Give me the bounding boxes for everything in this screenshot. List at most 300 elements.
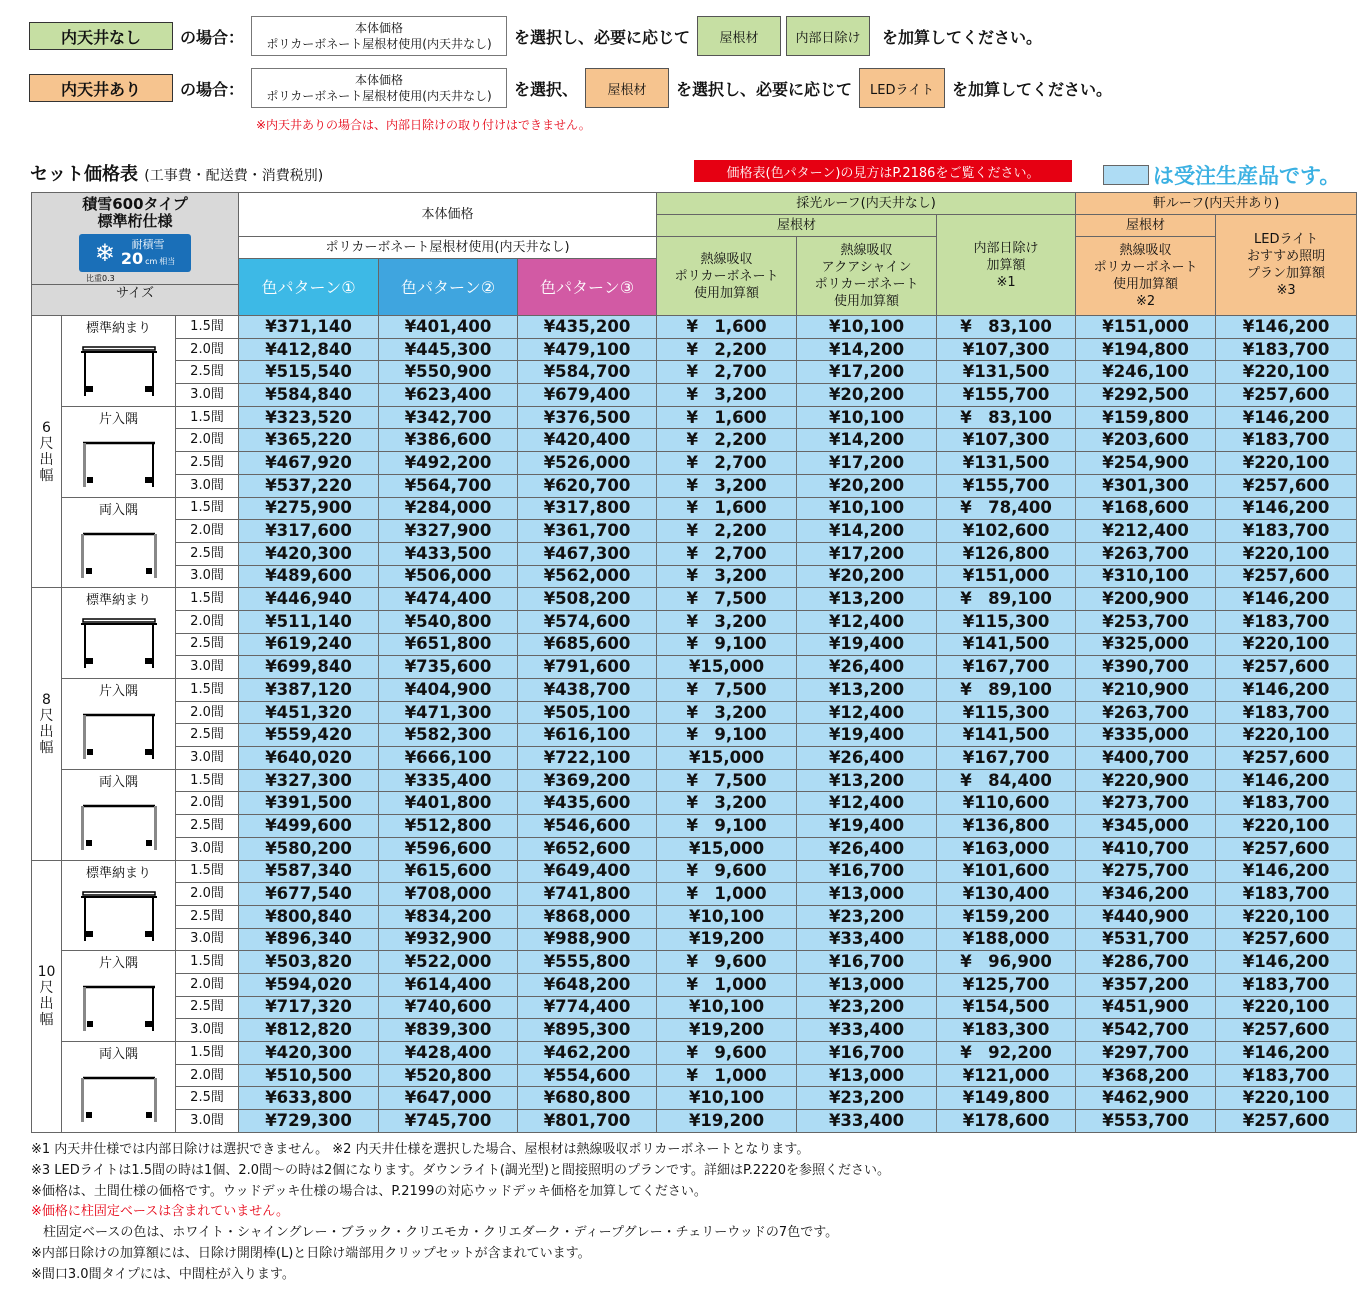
table-row bbox=[32, 769, 1357, 792]
price-cell: ¥ 9,100 bbox=[657, 633, 797, 656]
price-cell: ¥839,300 bbox=[379, 1019, 518, 1042]
price-cell: ¥12,400 bbox=[797, 701, 937, 724]
price-cell: ¥146,200 bbox=[1216, 769, 1357, 792]
price-cell: ¥253,700 bbox=[1076, 610, 1216, 633]
price-cell: ¥23,200 bbox=[797, 905, 937, 928]
price-cell: ¥717,320 bbox=[239, 996, 379, 1019]
price-cell: ¥107,300 bbox=[937, 338, 1076, 361]
snowflake-icon: ❄ bbox=[94, 238, 115, 267]
price-cell: ¥146,200 bbox=[1216, 316, 1357, 339]
price-cell: ¥619,240 bbox=[239, 633, 379, 656]
h-line: ポリカーボネート bbox=[814, 277, 919, 292]
price-cell: ¥220,900 bbox=[1076, 769, 1216, 792]
price-cell: ¥183,700 bbox=[1216, 429, 1357, 452]
price-cell: ¥125,700 bbox=[937, 973, 1076, 996]
price-cell: ¥522,000 bbox=[379, 951, 518, 974]
specific-gravity: 比重0.3 bbox=[86, 274, 115, 283]
price-cell: ¥275,900 bbox=[239, 497, 379, 520]
h-line: おすすめ照明 bbox=[1246, 249, 1326, 264]
price-cell: ¥512,800 bbox=[379, 815, 518, 838]
price-cell: ¥562,000 bbox=[518, 565, 657, 588]
install-type-diagram bbox=[62, 344, 175, 400]
depth-char: 出 bbox=[39, 451, 54, 468]
price-cell: ¥554,600 bbox=[518, 1064, 657, 1087]
price-cell: ¥623,400 bbox=[379, 384, 518, 407]
price-cell: ¥19,400 bbox=[797, 633, 937, 656]
price-cell: ¥220,100 bbox=[1216, 361, 1357, 384]
price-cell: ¥146,200 bbox=[1216, 951, 1357, 974]
price-cell: ¥774,400 bbox=[518, 996, 657, 1019]
size-cell: 2.5間 bbox=[176, 815, 239, 838]
size-cell: 2.0間 bbox=[176, 883, 239, 906]
price-cell: ¥183,700 bbox=[1216, 610, 1357, 633]
price-cell: ¥ 92,200 bbox=[937, 1042, 1076, 1065]
depth-label bbox=[32, 860, 62, 1132]
price-cell: ¥479,100 bbox=[518, 338, 657, 361]
price-cell: ¥510,500 bbox=[239, 1064, 379, 1087]
size-cell: 2.0間 bbox=[176, 792, 239, 815]
price-cell: ¥297,700 bbox=[1076, 1042, 1216, 1065]
price-cell: ¥136,800 bbox=[937, 815, 1076, 838]
price-cell: ¥286,700 bbox=[1076, 951, 1216, 974]
install-type-label: 標準納まり bbox=[85, 321, 151, 336]
price-cell: ¥23,200 bbox=[797, 1087, 937, 1110]
price-cell: ¥275,700 bbox=[1076, 860, 1216, 883]
price-cell: ¥474,400 bbox=[379, 588, 518, 611]
price-cell: ¥540,800 bbox=[379, 610, 518, 633]
flow-with-ceiling bbox=[29, 72, 1119, 104]
size-cell: 2.0間 bbox=[176, 520, 239, 543]
price-cell: ¥26,400 bbox=[797, 837, 937, 860]
roof-material-chip: 屋根材 bbox=[585, 68, 669, 108]
snow-load-equiv: 相当 bbox=[159, 256, 176, 266]
aquashine-header bbox=[797, 237, 937, 316]
price-cell: ¥146,200 bbox=[1216, 406, 1357, 429]
price-cell: ¥ 7,500 bbox=[657, 588, 797, 611]
h-line: 内部日除け bbox=[973, 240, 1039, 256]
inner-shade-header bbox=[937, 215, 1076, 316]
price-cell: ¥492,200 bbox=[379, 452, 518, 475]
price-cell: ¥ 2,700 bbox=[657, 542, 797, 565]
price-cell: ¥13,000 bbox=[797, 883, 937, 906]
price-cell: ¥15,000 bbox=[657, 747, 797, 770]
price-cell: ¥20,200 bbox=[797, 474, 937, 497]
price-cell: ¥167,700 bbox=[937, 747, 1076, 770]
h-line: ポリカーボネート bbox=[674, 268, 779, 284]
price-cell: ¥257,600 bbox=[1216, 928, 1357, 951]
snow-load-value: 20 bbox=[120, 248, 144, 268]
price-cell: ¥515,540 bbox=[239, 361, 379, 384]
price-cell: ¥257,600 bbox=[1216, 1019, 1357, 1042]
footnote: 柱固定ベースの色は、ホワイト・シャイングレー・ブラック・クリエモカ・クリエダーク・ディープグレー・チェリーウッドの7色です。 bbox=[43, 1225, 839, 1241]
table-row bbox=[32, 542, 1357, 565]
price-cell: ¥12,400 bbox=[797, 792, 937, 815]
price-cell: ¥462,200 bbox=[518, 1042, 657, 1065]
price-cell: ¥102,600 bbox=[937, 520, 1076, 543]
table-row bbox=[32, 656, 1357, 679]
price-cell: ¥346,200 bbox=[1076, 883, 1216, 906]
size-cell: 3.0間 bbox=[176, 565, 239, 588]
ceiling-notice: ※内天井ありの場合は、内部日除けの取り付けはできません。 bbox=[256, 118, 591, 132]
depth-char: 幅 bbox=[39, 467, 54, 484]
footnote: ※間口3.0間タイプには、中間柱が入ります。 bbox=[31, 1266, 295, 1282]
price-cell: ¥ 3,200 bbox=[657, 792, 797, 815]
price-cell: ¥ 89,100 bbox=[937, 588, 1076, 611]
price-cell: ¥130,400 bbox=[937, 883, 1076, 906]
install-type bbox=[62, 406, 176, 497]
table-row bbox=[32, 973, 1357, 996]
price-cell: ¥ 83,100 bbox=[937, 316, 1076, 339]
price-cell: ¥183,700 bbox=[1216, 338, 1357, 361]
price-cell: ¥154,500 bbox=[937, 996, 1076, 1019]
price-cell: ¥10,100 bbox=[657, 905, 797, 928]
footnote: ※1 内天井仕様では内部日除けは選択できません。 ※2 内天井仕様を選択した場合、屋根材は熱線吸収ポリカーボネートとなります。 bbox=[31, 1142, 810, 1157]
h-line: 使用加算額 bbox=[834, 294, 900, 309]
price-table-body bbox=[32, 316, 1357, 1133]
price-cell: ¥550,900 bbox=[379, 361, 518, 384]
price-cell: ¥420,300 bbox=[239, 1042, 379, 1065]
price-cell: ¥ 3,200 bbox=[657, 610, 797, 633]
table-row bbox=[32, 792, 1357, 815]
install-type bbox=[62, 588, 176, 679]
price-cell: ¥652,600 bbox=[518, 837, 657, 860]
price-cell: ¥647,000 bbox=[379, 1087, 518, 1110]
price-cell: ¥146,200 bbox=[1216, 679, 1357, 702]
price-cell: ¥257,600 bbox=[1216, 747, 1357, 770]
price-cell: ¥10,100 bbox=[797, 316, 937, 339]
table-row bbox=[32, 928, 1357, 951]
price-cell: ¥301,300 bbox=[1076, 474, 1216, 497]
price-cell: ¥633,800 bbox=[239, 1087, 379, 1110]
price-cell: ¥511,140 bbox=[239, 610, 379, 633]
price-cell: ¥555,800 bbox=[518, 951, 657, 974]
table-row bbox=[32, 951, 1357, 974]
price-cell: ¥188,000 bbox=[937, 928, 1076, 951]
price-cell: ¥467,920 bbox=[239, 452, 379, 475]
color-pattern-1-header: 色パターン① bbox=[239, 259, 379, 316]
price-cell: ¥254,900 bbox=[1076, 452, 1216, 475]
price-cell: ¥420,300 bbox=[239, 542, 379, 565]
price-cell: ¥220,100 bbox=[1216, 996, 1357, 1019]
price-cell: ¥ 3,200 bbox=[657, 474, 797, 497]
led-light-chip: LEDライト bbox=[859, 68, 945, 108]
table-row bbox=[32, 338, 1357, 361]
price-cell: ¥17,200 bbox=[797, 452, 937, 475]
price-cell: ¥220,100 bbox=[1216, 1087, 1357, 1110]
table-row bbox=[32, 474, 1357, 497]
price-cell: ¥273,700 bbox=[1076, 792, 1216, 815]
price-cell: ¥19,200 bbox=[657, 928, 797, 951]
price-cell: ¥200,900 bbox=[1076, 588, 1216, 611]
price-cell: ¥317,600 bbox=[239, 520, 379, 543]
price-cell: ¥410,700 bbox=[1076, 837, 1216, 860]
depth-label bbox=[32, 316, 62, 588]
eaves-roof-header: 軒ルーフ(内天井あり) bbox=[1076, 193, 1357, 215]
price-cell: ¥155,700 bbox=[937, 384, 1076, 407]
price-cell: ¥141,500 bbox=[937, 724, 1076, 747]
table-row bbox=[32, 815, 1357, 838]
h-line: ※2 bbox=[1135, 294, 1156, 309]
table-row bbox=[32, 905, 1357, 928]
price-cell: ¥26,400 bbox=[797, 656, 937, 679]
price-cell: ¥834,200 bbox=[379, 905, 518, 928]
price-cell: ¥284,000 bbox=[379, 497, 518, 520]
price-cell: ¥722,100 bbox=[518, 747, 657, 770]
price-cell: ¥640,020 bbox=[239, 747, 379, 770]
price-cell: ¥246,100 bbox=[1076, 361, 1216, 384]
color-pattern-2-header: 色パターン② bbox=[379, 259, 518, 316]
price-cell: ¥387,120 bbox=[239, 679, 379, 702]
price-cell: ¥365,220 bbox=[239, 429, 379, 452]
price-cell: ¥361,700 bbox=[518, 520, 657, 543]
price-cell: ¥584,700 bbox=[518, 361, 657, 384]
price-cell: ¥594,020 bbox=[239, 973, 379, 996]
size-cell: 1.5間 bbox=[176, 951, 239, 974]
price-cell: ¥327,900 bbox=[379, 520, 518, 543]
price-cell: ¥20,200 bbox=[797, 384, 937, 407]
h-line: 使用加算額 bbox=[694, 285, 760, 301]
price-cell: ¥404,900 bbox=[379, 679, 518, 702]
price-cell: ¥435,600 bbox=[518, 792, 657, 815]
price-table bbox=[31, 192, 1357, 1133]
price-cell: ¥651,800 bbox=[379, 633, 518, 656]
price-cell: ¥503,820 bbox=[239, 951, 379, 974]
price-cell: ¥141,500 bbox=[937, 633, 1076, 656]
price-cell: ¥183,700 bbox=[1216, 883, 1357, 906]
price-cell: ¥325,000 bbox=[1076, 633, 1216, 656]
price-cell: ¥506,000 bbox=[379, 565, 518, 588]
table-row bbox=[32, 633, 1357, 656]
table-row bbox=[32, 1019, 1357, 1042]
price-cell: ¥729,300 bbox=[239, 1110, 379, 1133]
table-row bbox=[32, 679, 1357, 702]
price-cell: ¥183,700 bbox=[1216, 792, 1357, 815]
price-cell: ¥220,100 bbox=[1216, 905, 1357, 928]
size-cell: 1.5間 bbox=[176, 316, 239, 339]
inner-shade-chip: 内部日除け bbox=[786, 16, 870, 56]
price-cell: ¥151,000 bbox=[937, 565, 1076, 588]
price-cell: ¥ 2,700 bbox=[657, 452, 797, 475]
price-cell: ¥163,000 bbox=[937, 837, 1076, 860]
price-cell: ¥520,800 bbox=[379, 1064, 518, 1087]
h-line: ※1 bbox=[996, 274, 1016, 290]
price-cell: ¥462,900 bbox=[1076, 1087, 1216, 1110]
price-cell: ¥574,600 bbox=[518, 610, 657, 633]
install-type bbox=[62, 497, 176, 588]
price-cell: ¥546,600 bbox=[518, 815, 657, 838]
price-cell: ¥433,500 bbox=[379, 542, 518, 565]
price-cell: ¥741,800 bbox=[518, 883, 657, 906]
title-text: セット価格表 bbox=[30, 164, 138, 185]
install-type-label: 片入隅 bbox=[98, 956, 138, 972]
price-cell: ¥15,000 bbox=[657, 656, 797, 679]
price-cell: ¥23,200 bbox=[797, 996, 937, 1019]
install-type bbox=[62, 316, 176, 407]
price-cell: ¥15,000 bbox=[657, 837, 797, 860]
price-cell: ¥801,700 bbox=[518, 1110, 657, 1133]
led-plan-header bbox=[1216, 215, 1357, 316]
price-cell: ¥ 83,100 bbox=[937, 406, 1076, 429]
price-cell: ¥ 7,500 bbox=[657, 769, 797, 792]
price-cell: ¥412,840 bbox=[239, 338, 379, 361]
price-cell: ¥ 2,700 bbox=[657, 361, 797, 384]
h-line: 熱線吸収 bbox=[840, 243, 893, 258]
price-cell: ¥159,800 bbox=[1076, 406, 1216, 429]
price-cell: ¥10,100 bbox=[657, 1087, 797, 1110]
size-cell: 1.5間 bbox=[176, 769, 239, 792]
price-cell: ¥368,200 bbox=[1076, 1064, 1216, 1087]
price-cell: ¥680,800 bbox=[518, 1087, 657, 1110]
install-type-diagram bbox=[62, 798, 175, 854]
price-cell: ¥ 84,400 bbox=[937, 769, 1076, 792]
case-text: の場合： bbox=[180, 27, 245, 47]
price-cell: ¥327,300 bbox=[239, 769, 379, 792]
instruction-end-text: を加算してください。 bbox=[882, 27, 1043, 47]
price-cell: ¥499,600 bbox=[239, 815, 379, 838]
price-cell: ¥ 78,400 bbox=[937, 497, 1076, 520]
price-cell: ¥33,400 bbox=[797, 1019, 937, 1042]
price-cell: ¥110,600 bbox=[937, 792, 1076, 815]
price-cell: ¥ 1,600 bbox=[657, 497, 797, 520]
price-cell: ¥13,200 bbox=[797, 588, 937, 611]
table-row bbox=[32, 452, 1357, 475]
polycarbonate-header: ポリカーボネート屋根材使用(内天井なし) bbox=[239, 237, 657, 259]
size-cell: 2.5間 bbox=[176, 452, 239, 475]
price-cell: ¥178,600 bbox=[937, 1110, 1076, 1133]
install-type-label: 両入隅 bbox=[98, 1047, 138, 1062]
price-cell: ¥542,700 bbox=[1076, 1019, 1216, 1042]
table-row bbox=[32, 883, 1357, 906]
price-cell: ¥14,200 bbox=[797, 429, 937, 452]
size-cell: 1.5間 bbox=[176, 588, 239, 611]
price-cell: ¥10,100 bbox=[797, 406, 937, 429]
price-cell: ¥317,800 bbox=[518, 497, 657, 520]
table-row bbox=[32, 406, 1357, 429]
price-cell: ¥400,700 bbox=[1076, 747, 1216, 770]
price-cell: ¥167,700 bbox=[937, 656, 1076, 679]
install-type-label: 標準納まり bbox=[85, 865, 151, 881]
h-line: 使用加算額 bbox=[1113, 277, 1179, 292]
install-type bbox=[62, 951, 176, 1042]
body-price-box-sub: ポリカーボネート屋根材使用(内天井なし) bbox=[266, 89, 492, 103]
body-price-box bbox=[251, 68, 507, 108]
price-cell: ¥17,200 bbox=[797, 542, 937, 565]
price-cell: ¥446,940 bbox=[239, 588, 379, 611]
price-cell: ¥369,200 bbox=[518, 769, 657, 792]
h-line: 加算額 bbox=[986, 257, 1026, 273]
size-cell: 2.5間 bbox=[176, 1087, 239, 1110]
install-type-diagram bbox=[62, 616, 175, 672]
footnote: ※内部日除けの加算額には、日除け開閉棒(L)と日除け端部用クリップセットが含まれています。 bbox=[31, 1245, 591, 1261]
price-cell: ¥371,140 bbox=[239, 316, 379, 339]
type-spec: 標準桁仕様 bbox=[97, 212, 173, 230]
price-cell: ¥616,100 bbox=[518, 724, 657, 747]
price-cell: ¥149,800 bbox=[937, 1087, 1076, 1110]
footnote: ※価格は、土間仕様の価格です。ウッドデッキ仕様の場合は、P.2199の対応ウッドデッキ価格を加算してください。 bbox=[31, 1183, 707, 1199]
body-price-box-sub: ポリカーボネート屋根材使用(内天井なし) bbox=[266, 37, 492, 51]
depth-char: 尺 bbox=[39, 980, 54, 997]
skylight-roof-header: 採光ルーフ(内天井なし) bbox=[657, 193, 1076, 215]
size-cell: 3.0間 bbox=[176, 1110, 239, 1133]
price-cell: ¥10,100 bbox=[657, 996, 797, 1019]
price-cell: ¥745,700 bbox=[379, 1110, 518, 1133]
price-cell: ¥20,200 bbox=[797, 565, 937, 588]
body-price-box bbox=[251, 16, 507, 56]
price-cell: ¥14,200 bbox=[797, 338, 937, 361]
h-line: ポリカーボネート bbox=[1093, 260, 1198, 275]
size-cell: 2.5間 bbox=[176, 996, 239, 1019]
price-cell: ¥19,400 bbox=[797, 724, 937, 747]
price-cell: ¥210,900 bbox=[1076, 679, 1216, 702]
price-cell: ¥ 3,200 bbox=[657, 701, 797, 724]
price-cell: ¥376,500 bbox=[518, 406, 657, 429]
table-row bbox=[32, 565, 1357, 588]
price-cell: ¥220,100 bbox=[1216, 452, 1357, 475]
table-row bbox=[32, 1110, 1357, 1133]
table-row bbox=[32, 384, 1357, 407]
reference-banner: 価格表(色パターン)の見方はP.2186をご覧ください。 bbox=[694, 160, 1072, 182]
install-type-diagram bbox=[62, 435, 175, 491]
price-cell: ¥ 1,600 bbox=[657, 316, 797, 339]
size-cell: 3.0間 bbox=[176, 384, 239, 407]
depth-char: 8 bbox=[42, 691, 51, 708]
price-cell: ¥203,600 bbox=[1076, 429, 1216, 452]
price-cell: ¥ 3,200 bbox=[657, 565, 797, 588]
price-cell: ¥580,200 bbox=[239, 837, 379, 860]
no-ceiling-label: 内天井なし bbox=[29, 22, 173, 50]
install-type bbox=[62, 769, 176, 860]
price-cell: ¥ 2,200 bbox=[657, 429, 797, 452]
install-type bbox=[62, 679, 176, 770]
price-cell: ¥648,200 bbox=[518, 973, 657, 996]
price-cell: ¥537,220 bbox=[239, 474, 379, 497]
price-cell: ¥531,700 bbox=[1076, 928, 1216, 951]
price-cell: ¥ 96,900 bbox=[937, 951, 1076, 974]
price-cell: ¥257,600 bbox=[1216, 837, 1357, 860]
price-cell: ¥505,100 bbox=[518, 701, 657, 724]
legend-swatch bbox=[1103, 165, 1149, 185]
install-type-label: 片入隅 bbox=[98, 411, 138, 427]
size-cell: 2.0間 bbox=[176, 429, 239, 452]
price-cell: ¥220,100 bbox=[1216, 633, 1357, 656]
price-cell: ¥587,340 bbox=[239, 860, 379, 883]
price-cell: ¥19,400 bbox=[797, 815, 937, 838]
price-cell: ¥435,200 bbox=[518, 316, 657, 339]
price-cell: ¥ 9,100 bbox=[657, 815, 797, 838]
price-cell: ¥194,800 bbox=[1076, 338, 1216, 361]
price-cell: ¥868,000 bbox=[518, 905, 657, 928]
price-cell: ¥357,200 bbox=[1076, 973, 1216, 996]
price-cell: ¥ 1,000 bbox=[657, 973, 797, 996]
price-cell: ¥ 1,000 bbox=[657, 883, 797, 906]
price-cell: ¥596,600 bbox=[379, 837, 518, 860]
price-cell: ¥310,100 bbox=[1076, 565, 1216, 588]
price-cell: ¥126,800 bbox=[937, 542, 1076, 565]
size-cell: 3.0間 bbox=[176, 837, 239, 860]
price-cell: ¥257,600 bbox=[1216, 1110, 1357, 1133]
footnote: ※価格に柱固定ベースは含まれていません。 bbox=[31, 1204, 290, 1220]
price-cell: ¥146,200 bbox=[1216, 860, 1357, 883]
instruction-text: を選択、 bbox=[514, 79, 579, 99]
price-cell: ¥420,400 bbox=[518, 429, 657, 452]
depth-char: 幅 bbox=[39, 1012, 54, 1029]
table-row bbox=[32, 747, 1357, 770]
price-cell: ¥257,600 bbox=[1216, 565, 1357, 588]
price-cell: ¥146,200 bbox=[1216, 1042, 1357, 1065]
price-cell: ¥553,700 bbox=[1076, 1110, 1216, 1133]
price-cell: ¥489,600 bbox=[239, 565, 379, 588]
price-cell: ¥183,700 bbox=[1216, 1064, 1357, 1087]
